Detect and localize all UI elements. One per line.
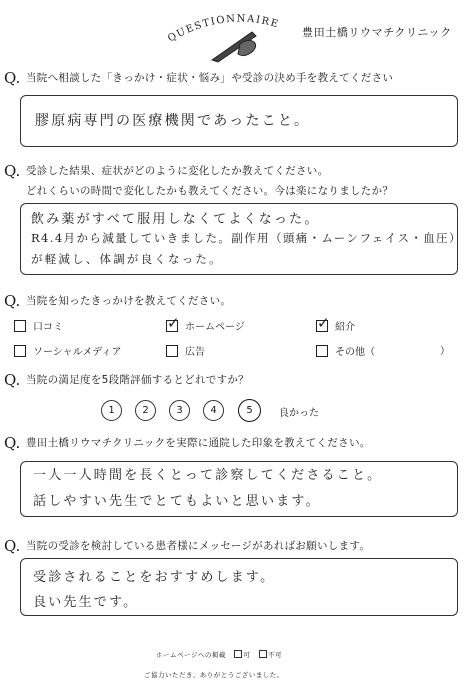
checkbox-icon[interactable]: [14, 320, 26, 332]
option-label: 紹介: [335, 322, 355, 333]
question-marker: Q.: [4, 69, 21, 87]
option-referral[interactable]: [316, 318, 355, 333]
question-1-text: 当院へ相談した「きっかけ・症状・悩み」や受診の決め手を教えてください: [26, 72, 394, 84]
ok-label: 可: [243, 651, 251, 659]
option-label: 広告: [185, 347, 205, 358]
option-other[interactable]: [316, 343, 375, 358]
question-marker: Q.: [4, 537, 21, 555]
checkbox-icon[interactable]: [316, 345, 328, 357]
option-word-of-mouth[interactable]: [14, 318, 63, 333]
answer-2-line3: が軽減し、体調が良くなった。: [31, 252, 223, 266]
answer-box-6[interactable]: [20, 558, 458, 616]
answer-5-line1: 一人一人時間を長くとって診察してくださること。: [33, 468, 383, 483]
option-label: ソーシャルメディア: [33, 347, 122, 358]
publish-consent: [156, 650, 282, 659]
clinic-name: 豊田土橋リウマチクリニック: [302, 26, 452, 39]
option-label: ホームページ: [185, 322, 245, 333]
answer-box-1[interactable]: [20, 95, 458, 147]
checked-checkbox-icon[interactable]: [316, 320, 328, 332]
question-3: [4, 293, 231, 309]
other-close-paren: ）: [440, 346, 450, 357]
rating-4[interactable]: 4: [203, 400, 224, 421]
question-1: [4, 70, 393, 86]
question-marker: Q.: [4, 292, 21, 310]
svg-text:QUESTIONNAIRE: [166, 14, 280, 45]
checkbox-icon[interactable]: [166, 345, 178, 357]
answer-box-2[interactable]: [20, 203, 462, 275]
checked-checkbox-icon[interactable]: [166, 320, 178, 332]
question-2-text-line2: どれくらいの時間で変化したかも教えてください。今は楽になりましたか？: [26, 185, 394, 197]
answer-6-line2: 良い先生です。: [33, 595, 139, 610]
rating-2[interactable]: 2: [135, 400, 156, 421]
option-label: 口コミ: [33, 322, 63, 333]
questionnaire-arc-text: QUESTIONNAIRE: [166, 13, 281, 45]
thanks-message: ご協力いただき、ありがとうございました。: [144, 671, 284, 679]
publish-label: ホームページへの掲載: [156, 651, 226, 659]
question-5-text: 豊田土橋リウマチクリニックを実際に通院した印象を教えてください。: [26, 437, 371, 449]
rating-3[interactable]: 3: [169, 400, 190, 421]
question-6: [4, 538, 370, 554]
rating-result-label: 良かった: [279, 408, 319, 419]
rating-1[interactable]: 1: [101, 400, 122, 421]
question-3-text: 当院を知ったきっかけを教えてください。: [26, 295, 232, 307]
checkbox-icon[interactable]: [259, 650, 267, 658]
ng-label: 不可: [268, 651, 283, 659]
question-5: [4, 435, 371, 451]
question-6-text: 当院の受診を検討している患者様にメッセージがあればお願いします。: [26, 540, 371, 552]
checkbox-icon[interactable]: [14, 345, 26, 357]
option-label: その他（: [335, 347, 375, 358]
pen-illustration-icon: [212, 32, 256, 62]
question-2-text-line1: 受診した結果、症状がどのように変化したか教えてください。: [26, 165, 329, 177]
question-marker: Q.: [4, 371, 21, 389]
answer-5-line2: 話しやすい先生でとてもよいと思います。: [33, 494, 321, 509]
question-marker: Q.: [4, 162, 21, 180]
answer-2-line1: 飲み薬がすべて服用しなくてよくなった。: [31, 212, 320, 227]
option-advertisement[interactable]: [166, 343, 205, 358]
questionnaire-logo: [160, 2, 300, 66]
question-4: [4, 372, 249, 388]
option-homepage[interactable]: [166, 318, 245, 333]
answer-box-5[interactable]: [20, 461, 458, 517]
question-marker: Q.: [4, 434, 21, 452]
checkbox-icon[interactable]: [234, 650, 242, 658]
answer-1-text: 膠原病専門の医療機関であったこと。: [35, 113, 311, 129]
answer-2-line2: R4.4月から減量していきました。副作用（頭痛・ムーンフェイス・血圧）: [31, 231, 462, 245]
question-2: [4, 163, 393, 199]
option-social-media[interactable]: [14, 343, 122, 358]
rating-5-selected[interactable]: 5: [238, 399, 261, 422]
answer-6-line1: 受診されることをおすすめします。: [33, 570, 276, 585]
question-4-text: 当院の満足度を5段階評価するとどれですか？: [26, 374, 249, 386]
